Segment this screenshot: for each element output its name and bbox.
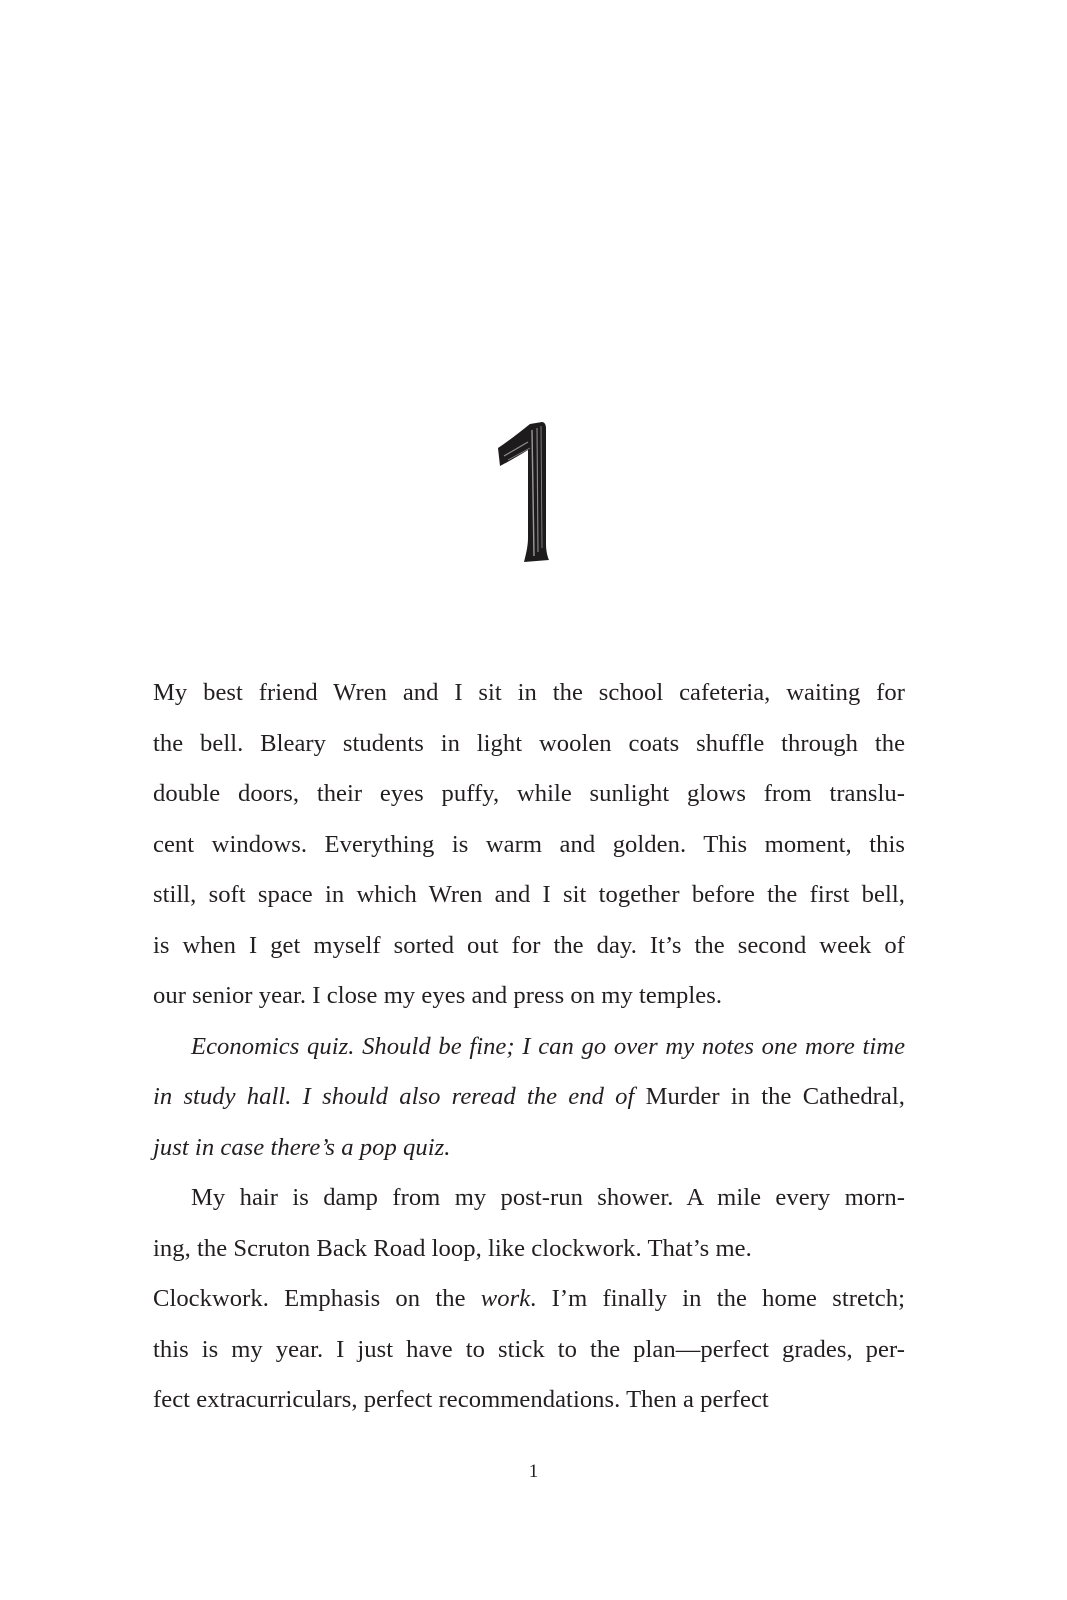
- paragraph-1: [153, 668, 905, 1022]
- text-line: still, soft space in which Wren and I sit together before the first bell,: [153, 881, 905, 908]
- text-line: just in case there’s a pop quiz.: [153, 1133, 451, 1161]
- text-line: fect extracurriculars, perfect recommendations. Then a perfect: [153, 1386, 769, 1413]
- chapter-number-text: [488, 565, 489, 566]
- text-line: cent windows. Everything is warm and golden. This moment, this: [153, 830, 905, 858]
- text-line: the bell. Bleary students in light woolen coats shuffle through the: [153, 729, 906, 757]
- text-segment: . I’m finally in the home stretch;: [530, 1285, 906, 1312]
- chapter-number-glyph: [488, 420, 570, 565]
- text-line: our senior year. I close my eyes and press on my temples.: [153, 982, 723, 1009]
- page-number: 1: [528, 1461, 539, 1482]
- text-line: is when I get myself sorted out for the day. It’s the second week of: [153, 931, 905, 959]
- italic-text: in study hall. I should also reread the end of: [153, 1083, 635, 1110]
- text-line: My best friend Wren and I sit in the school cafeteria, waiting for: [153, 679, 905, 706]
- text-line: ing, the Scruton Back Road loop, like clockwork. That’s me.: [153, 1234, 752, 1262]
- book-title-text: Murder in the Cathedral,: [634, 1083, 905, 1110]
- emphasis-text: work: [480, 1285, 531, 1312]
- text-line: My hair is damp from my post-run shower. A mile every morn-: [191, 1184, 905, 1211]
- text-line: Economics quiz. Should be fine; I can go over my notes one more time: [191, 1032, 906, 1060]
- body-text: [153, 668, 905, 1426]
- paragraph-3: [153, 1173, 905, 1426]
- text-line: double doors, their eyes puffy, while sunlight glows from translu-: [153, 780, 905, 807]
- chapter-number: [488, 420, 570, 565]
- text-line: [153, 1072, 905, 1123]
- paragraph-2: [153, 1022, 905, 1174]
- text-line: [153, 1274, 905, 1325]
- text-segment: Clockwork. Emphasis on the: [153, 1285, 481, 1312]
- text-line: this is my year. I just have to stick to the plan—perfect grades, per-: [153, 1335, 905, 1363]
